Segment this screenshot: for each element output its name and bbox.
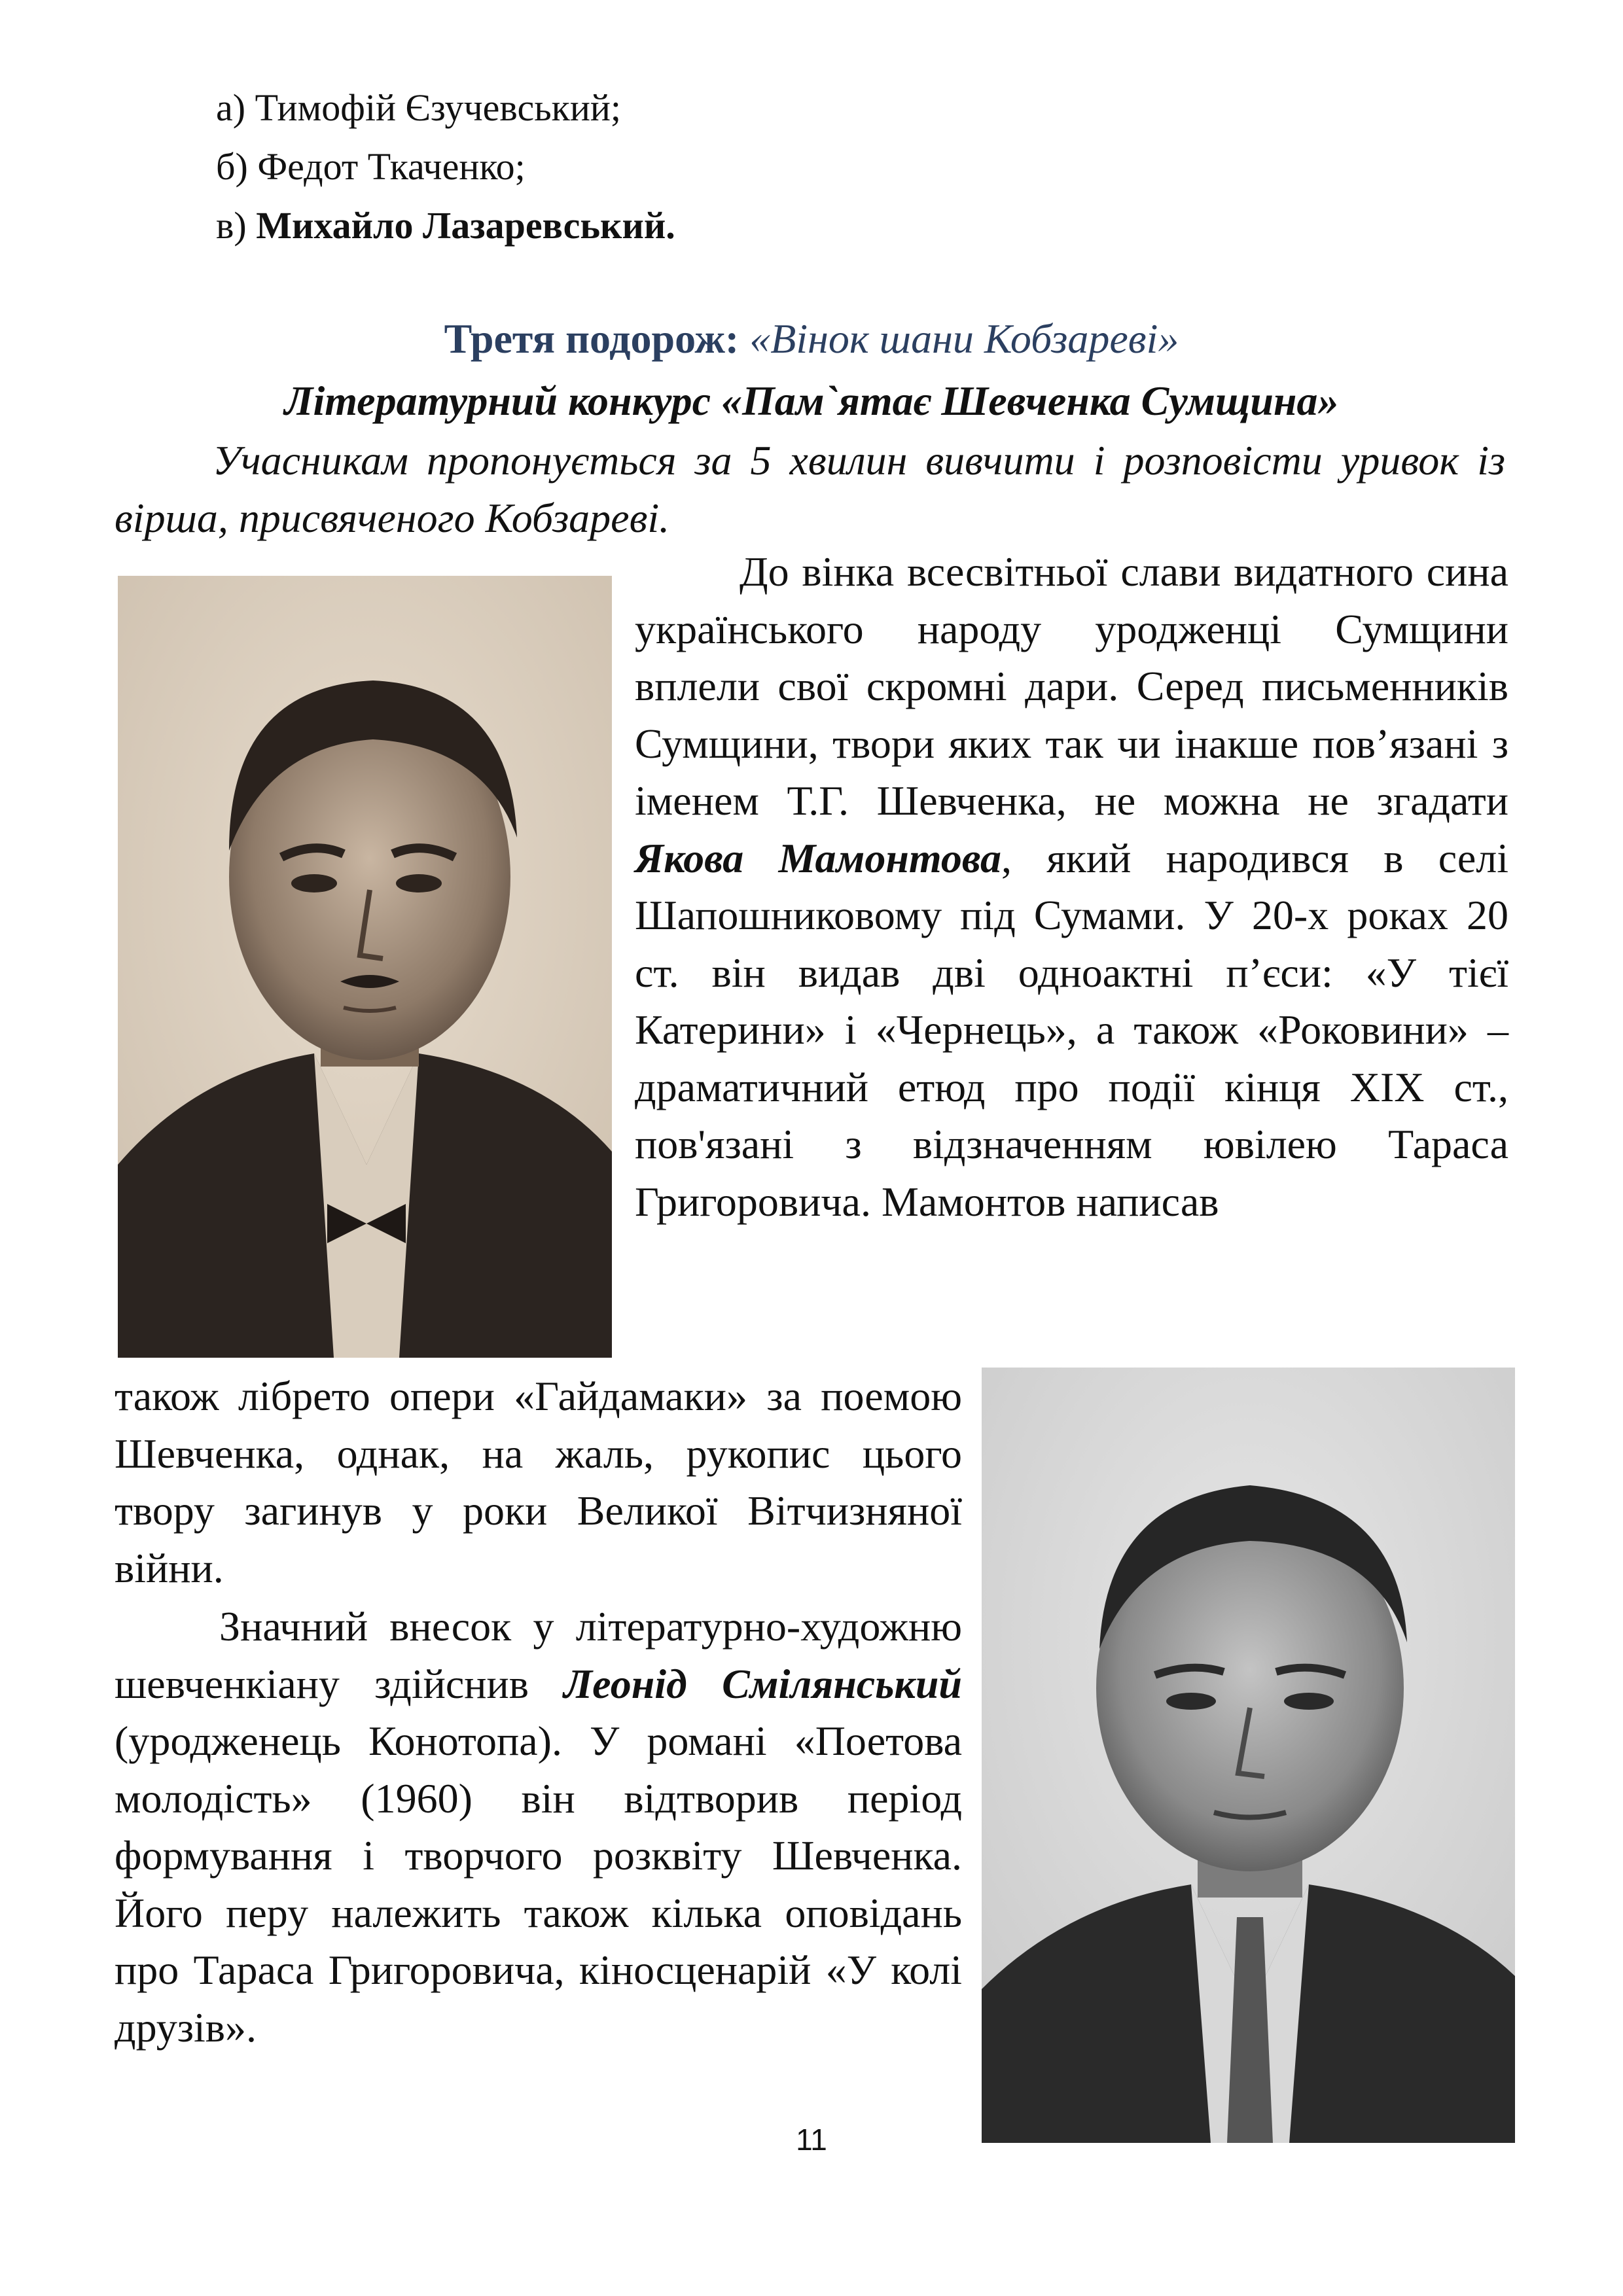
answer-c xyxy=(216,196,675,255)
bio-smilyanskyi-paragraph xyxy=(115,1598,962,2056)
bio2-text-after: (уродженець Конотопа). У романі «Поетова молодість» (1960) він відтворив період формування і творчого розквіту Шевченка. Його перу належить також кілька оповідань про Тараса Григоровича, кіносценарій «У колі друзів». xyxy=(115,1718,962,2051)
bio2-text-before: Значний внесок у літературно-художню шевченкіану здійснив xyxy=(115,1603,962,1707)
portrait-mamontov-image xyxy=(118,576,612,1358)
section-title xyxy=(0,308,1623,370)
answer-name-correct: Михайло Лазаревський. xyxy=(256,204,675,247)
answer-b xyxy=(216,137,526,196)
answer-letter: в) xyxy=(216,204,247,247)
section-prefix: Третя подорож: xyxy=(444,315,740,362)
portrait-smilyanskyi-image xyxy=(982,1368,1515,2143)
bio-mamontov-paragraph xyxy=(635,543,1508,1230)
portrait-smilyanskyi xyxy=(982,1368,1515,2143)
page-number: 11 xyxy=(796,2123,827,2157)
intro-paragraph: Учасникам пропонується за 5 хвилин вивчити і розповісти уривок із вірша, присвяченого Кобзареві. xyxy=(115,437,1505,541)
bio2-name: Леонід Смілянський xyxy=(563,1660,962,1707)
bio-mamontov-continuation: також лібрето опери «Гайдамаки» за поемою Шевченка, однак, на жаль, рукопис цього твору загинув у роки Великої Вітчизняної війни. xyxy=(115,1373,962,1591)
section-quote: «Вінок шани Кобзареві» xyxy=(749,315,1179,362)
bio1-name: Якова Мамонтова xyxy=(635,834,1001,881)
answer-name: Тимофій Єзучевський; xyxy=(255,86,622,129)
bio1-text-after: , який народився в селі Шапошниковому під Сумами. У 20-х роках 20 ст. він видав дві одноактні п’єси: «У тієї Катерини» і «Чернець», а також «Роковини» – драматичний етюд про події кінця XIX ст., пов'язані з відзначенням ювілею Тараса Григоровича. Мамонтов написав xyxy=(635,834,1508,1225)
answer-a xyxy=(216,79,621,137)
contest-title: Літературний конкурс «Пам`ятає Шевченка Сумщина» xyxy=(284,378,1339,424)
bio1-text-before: До вінка всесвітньої слави видатного сина українського народу уродженці Сумщини вплели свої скромні дари. Серед письменників Сумщини, твори яких так чи інакше пов’язані з іменем Т.Г. Шевченка, не можна не згадати xyxy=(635,548,1508,824)
portrait-mamontov xyxy=(118,576,612,1358)
answer-letter: б) xyxy=(216,145,248,188)
answer-letter: а) xyxy=(216,86,246,129)
answer-name: Федот Ткаченко; xyxy=(257,145,526,188)
